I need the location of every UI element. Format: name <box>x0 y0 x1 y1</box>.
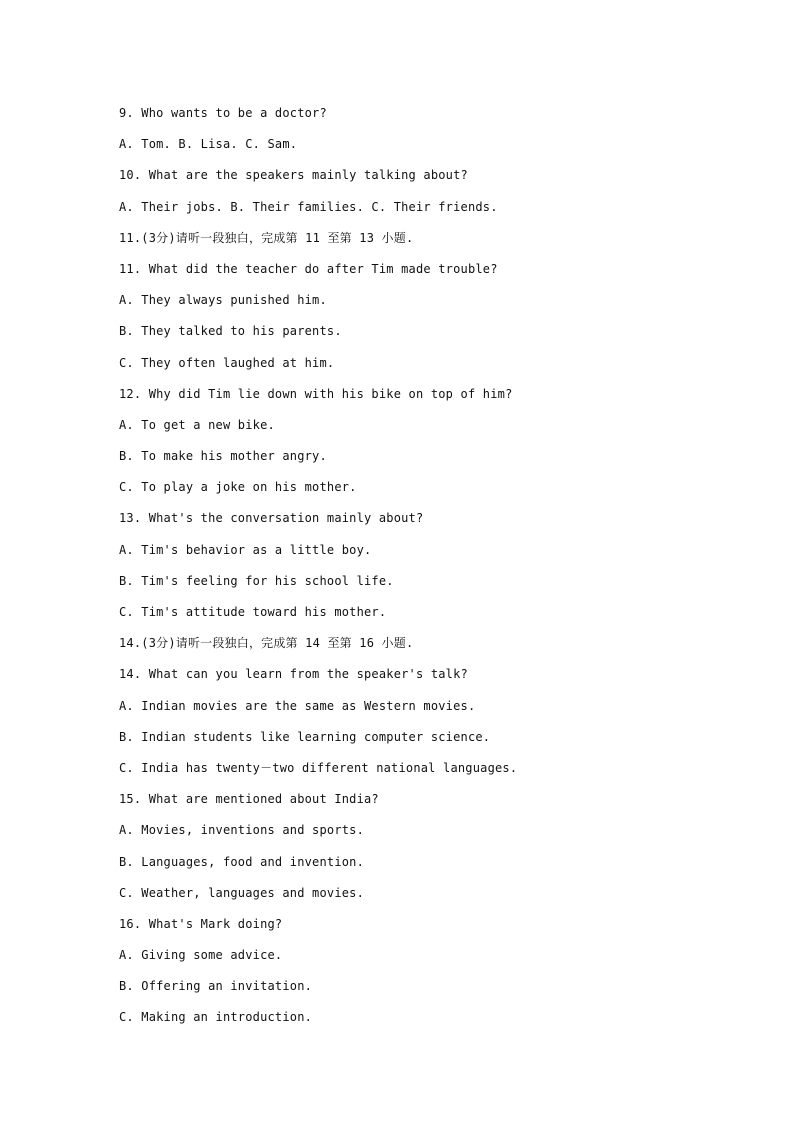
options-10: A. Their jobs. B. Their families. C. Their friends. <box>119 199 498 214</box>
option-12-c: C. To play a joke on his mother. <box>119 480 357 495</box>
options-9: A. Tom. B. Lisa. C. Sam. <box>119 137 298 152</box>
option-11-b: B. They talked to his parents. <box>119 324 342 339</box>
option-16-c: C. Making an introduction. <box>119 1010 313 1025</box>
question-16: 16. What's Mark doing? <box>119 916 283 931</box>
option-12-b: B. To make his mother angry. <box>119 449 327 464</box>
question-9: 9. Who wants to be a doctor? <box>119 106 327 120</box>
section-instruction-14-16: 14.(3分)请听一段独白，完成第 14 至第 16 小题. <box>119 636 414 651</box>
option-11-c: C. They often laughed at him. <box>119 355 335 370</box>
option-16-b: B. Offering an invitation. <box>119 979 313 994</box>
option-14-b: B. Indian students like learning computer science. <box>119 729 491 744</box>
question-14: 14. What can you learn from the speaker's talk? <box>119 667 468 682</box>
option-15-a: A. Movies, inventions and sports. <box>119 823 365 838</box>
option-13-b: B. Tim's feeling for his school life. <box>119 573 394 588</box>
option-15-c: C. Weather, languages and movies. <box>119 885 365 900</box>
option-15-b: B. Languages, food and invention. <box>119 854 365 869</box>
section-instruction-11-13: 11.(3分)请听一段独白，完成第 11 至第 13 小题. <box>119 230 414 245</box>
question-list <box>119 102 719 1038</box>
question-12: 12. Why did Tim lie down with his bike on top of him? <box>119 386 513 401</box>
option-11-a: A. They always punished him. <box>119 293 327 308</box>
option-12-a: A. To get a new bike. <box>119 417 275 432</box>
option-16-a: A. Giving some advice. <box>119 948 283 963</box>
question-11: 11. What did the teacher do after Tim made trouble? <box>119 261 498 276</box>
option-14-c: C. India has twenty－two different national languages. <box>119 760 518 775</box>
question-13: 13. What's the conversation mainly about? <box>119 511 424 526</box>
question-10: 10. What are the speakers mainly talking about? <box>119 168 468 183</box>
option-13-c: C. Tim's attitude toward his mother. <box>119 605 387 619</box>
question-15: 15. What are mentioned about India? <box>119 792 379 807</box>
option-13-a: A. Tim's behavior as a little boy. <box>119 542 372 557</box>
option-14-a: A. Indian movies are the same as Western movies. <box>119 698 476 713</box>
